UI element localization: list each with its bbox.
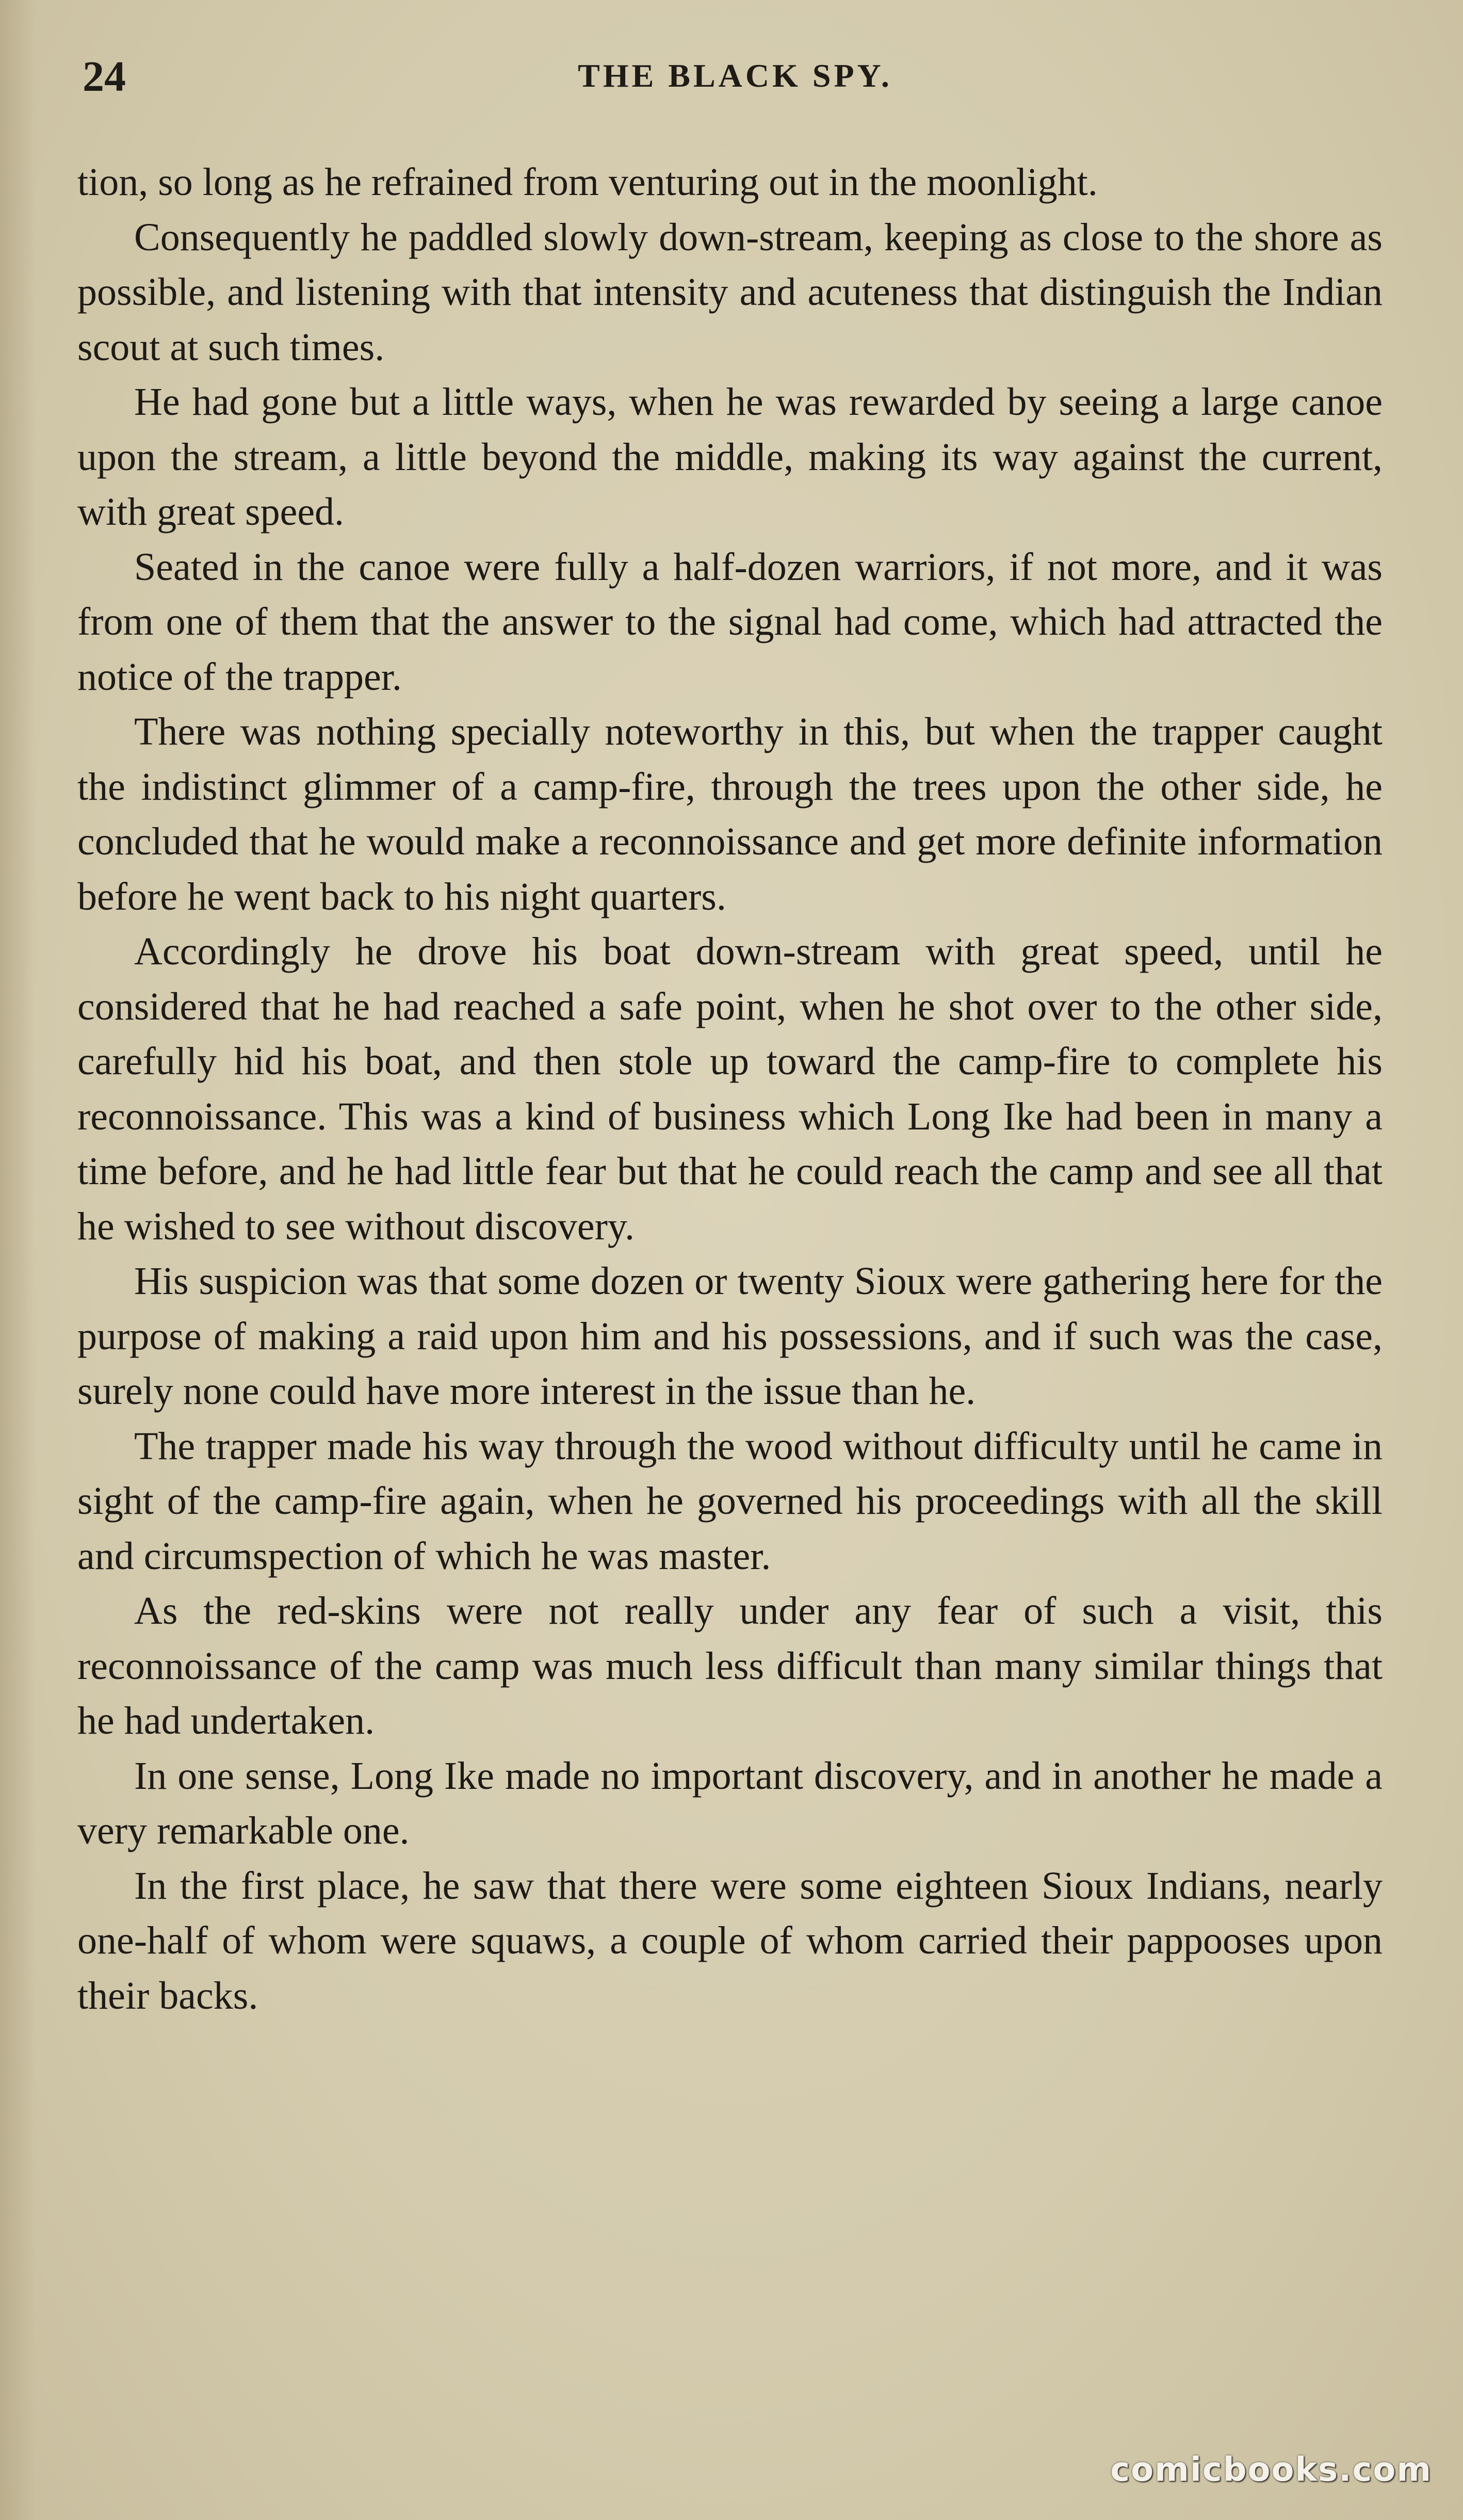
paragraph: As the red-skins were not really under any fear of such a visit, this reconnoissance of the camp was much less difficult than many similar things that he had undertaken. [77,1589,1383,1742]
paragraph: There was nothing specially noteworthy in this, but when the trapper caught the indistinct glimmer of a camp-fire, through the trees upon the other side, he concluded that he would make a reconnoissance and get more definite information before he went back to his night quarters. [77,710,1383,918]
paragraph: Seated in the canoe were fully a half-dozen warriors, if not more, and it was from one of them that the answer to the signal had come, which had attracted the notice of the trapper. [77,545,1383,699]
running-title: THE BLACK SPY. [578,57,892,94]
running-head [83,52,1388,114]
page-number: 24 [83,53,126,101]
paragraph: He had gone but a little ways, when he was rewarded by seeing a large canoe upon the stream, a little beyond the middle, making its way against the current, with great speed. [77,380,1383,534]
paragraph: Accordingly he drove his boat down-stream with great speed, until he considered that he had reached a safe point, when he shot over to the other side, carefully hid his boat, and then stole up toward the camp-fire to complete his reconnoissance. This was a kind of business which Long Ike had been in many a time before, and he had little fear but that he could reach the camp and see all that he wished to see without discovery. [77,930,1383,1248]
paragraph: The trapper made his way through the wood without difficulty until he came in sight of the camp-fire again, when he governed his proceedings with all the skill and circumspection of which he was master. [77,1424,1383,1578]
paragraph: His suspicion was that some dozen or twenty Sioux were gathering here for the purpose of making a raid upon him and his possessions, and if such was the case, surely none could have more interest in the issue than he. [77,1259,1383,1413]
paragraph: Consequently he paddled slowly down-stream, keeping as close to the shore as possible, and listening with that intensity and acuteness that distinguish the Indian scout at such times. [77,215,1383,369]
paragraph: In one sense, Long Ike made no important discovery, and in another he made a very remarkable one. [77,1754,1383,1852]
page-edge-shadow [0,0,36,2520]
body-text [77,155,1383,2023]
paragraph: In the first place, he saw that there were some eighteen Sioux Indians, nearly one-half of whom were squaws, a couple of whom carried their pappooses upon their backs. [77,1864,1383,2017]
site-watermark: comicbooks.com [1110,2451,1432,2489]
paragraph: tion, so long as he refrained from venturing out in the moonlight. [77,160,1098,204]
